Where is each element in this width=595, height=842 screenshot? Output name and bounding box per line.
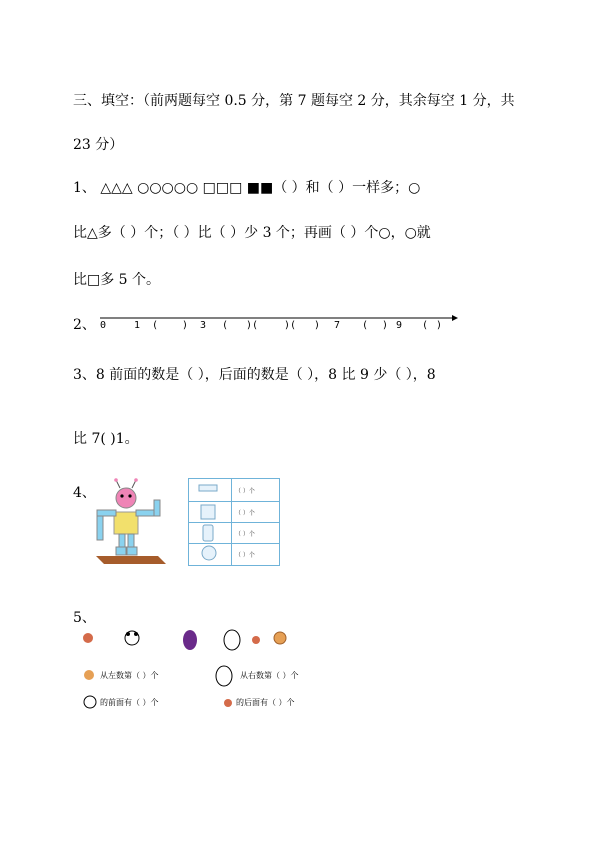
count-blank-label: （ ）个: [235, 510, 255, 517]
crab-icon: [222, 697, 234, 709]
section-heading-line1: 三、填空：（前两题每空 0.5 分，第 7 题每空 2 分，其余每空 1 分，共: [73, 93, 515, 109]
number-line-label: )(: [246, 320, 259, 331]
number-line-label: 1: [134, 320, 141, 331]
count-blank-label: （ ）个: [235, 552, 255, 559]
number-line-label: (: [222, 320, 229, 331]
animals-row: [80, 626, 320, 656]
panda-icon: [83, 695, 97, 709]
question-3-line2: 比 7( )1。: [73, 431, 139, 447]
number-line-label: )(: [284, 320, 297, 331]
question-2-number: 2、: [73, 317, 96, 333]
number-line-label: (: [362, 320, 369, 331]
number-line-label: 3: [200, 320, 207, 331]
question-1-line2: 比△多（ ）个；（ ）比（ ）少 3 个；再画（ ）个○，○就: [73, 225, 431, 241]
question-1-line1: 1、 △△△ ○○○○○ □□□ ■■（ ）和（ ）一样多；○: [73, 180, 421, 196]
number-line-label: (: [152, 320, 159, 331]
question-1-line3: 比□多 5 个。: [73, 272, 161, 288]
question-3-line1: 3、8 前面的数是（ ），后面的数是（ ），8 比 9 少（ ），8: [73, 367, 436, 383]
question-5-row2-right: 的后面有（ ）个: [236, 698, 295, 707]
rabbit-icon: [210, 662, 238, 690]
section-heading-line2: 23 分）: [73, 137, 124, 153]
question-5-row1-left: 从左数第（ ）个: [100, 671, 159, 680]
number-line-label: 9: [396, 320, 403, 331]
number-line: [100, 312, 500, 338]
number-line-label: ): [314, 320, 321, 331]
number-line-label: ): [436, 320, 443, 331]
count-blank-label: （ ）个: [235, 488, 255, 495]
cookie-icon: [83, 669, 95, 681]
shape-icons: [189, 479, 229, 565]
question-5-row1-right: 从右数第（ ）个: [240, 671, 299, 680]
question-4-number: 4、: [73, 485, 96, 501]
number-line-label: ): [182, 320, 189, 331]
number-line-label: 0: [100, 320, 107, 331]
question-5-number: 5、: [73, 610, 96, 626]
question-5-row2-left: 的前面有（ ）个: [100, 698, 159, 707]
number-line-label: ): [382, 320, 389, 331]
count-blank-label: （ ）个: [235, 531, 255, 538]
number-line-label: (: [422, 320, 429, 331]
shape-count-table: [188, 478, 280, 566]
number-line-label: 7: [334, 320, 341, 331]
